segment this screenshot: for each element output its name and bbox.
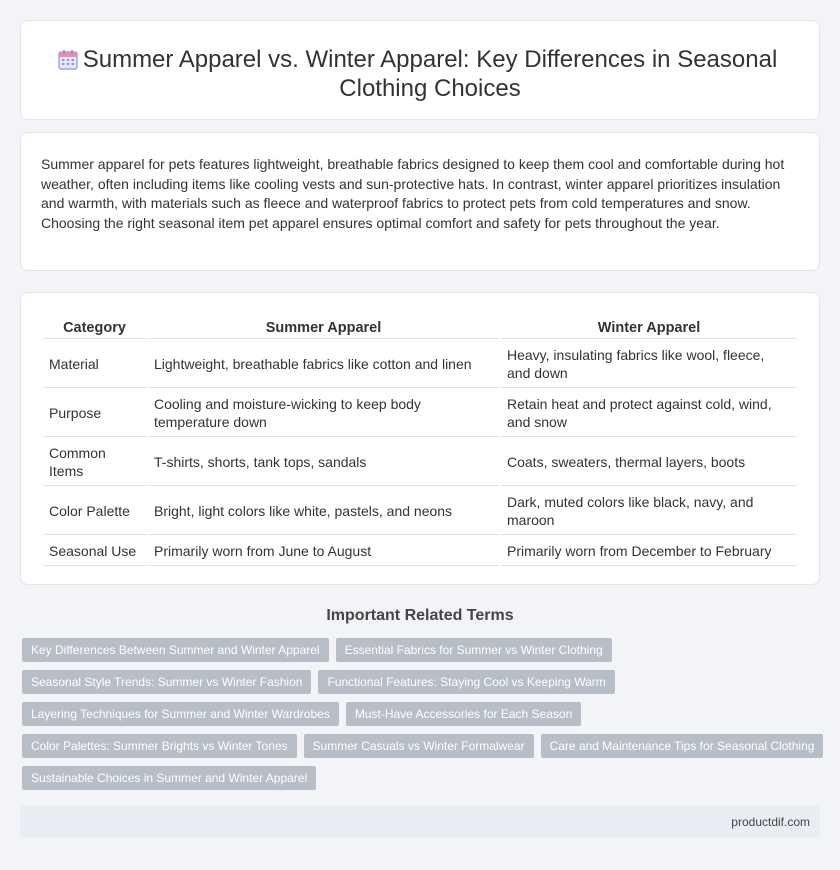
cell-category: Color Palette [43, 488, 146, 535]
cell-category: Common Items [43, 439, 146, 486]
tag-row [22, 670, 822, 694]
cell-summer: Cooling and moisture-wicking to keep body temperature down [148, 390, 499, 437]
cell-category: Material [43, 341, 146, 388]
related-term-tag[interactable]: Seasonal Style Trends: Summer vs Winter Fashion [22, 670, 311, 694]
related-term-tag[interactable]: Summer Casuals vs Winter Formalwear [304, 734, 534, 758]
tag-row [22, 638, 822, 662]
header-winter-apparel: Winter Apparel [501, 315, 797, 339]
cell-winter: Retain heat and protect against cold, wind, and snow [501, 390, 797, 437]
table-row [43, 390, 797, 437]
related-term-tag[interactable]: Key Differences Between Summer and Winter Apparel [22, 638, 329, 662]
cell-winter: Heavy, insulating fabrics like wool, fleece, and down [501, 341, 797, 388]
cell-winter: Coats, sweaters, thermal layers, boots [501, 439, 797, 486]
footer-bar [20, 806, 820, 838]
table-row [43, 537, 797, 566]
cell-summer: Lightweight, breathable fabrics like cotton and linen [148, 341, 499, 388]
cell-summer: T-shirts, shorts, tank tops, sandals [148, 439, 499, 486]
cell-summer: Primarily worn from June to August [148, 537, 499, 566]
related-term-tag[interactable]: Layering Techniques for Summer and Winter Wardrobes [22, 702, 339, 726]
related-term-tag[interactable]: Color Palettes: Summer Brights vs Winter Tones [22, 734, 297, 758]
cell-winter: Dark, muted colors like black, navy, and maroon [501, 488, 797, 535]
related-term-tag[interactable]: Must-Have Accessories for Each Season [346, 702, 581, 726]
cell-winter: Primarily worn from December to February [501, 537, 797, 566]
table-header-row [43, 315, 797, 339]
tag-row [22, 766, 822, 790]
intro-card [20, 132, 820, 271]
intro-paragraph: Summer apparel for pets features lightweight, breathable fabrics designed to keep them cool and comfortable during hot weather, often including items like cooling vests and sun-protective hats. In contrast, winter apparel prioritizes insulation and warmth, with materials such as fleece and waterproof fabrics to protect pets from cold temperatures and snow. Choosing the right seasonal item pet apparel ensures optimal comfort and safety for pets throughout the year. [41, 156, 785, 231]
cell-summer: Bright, light colors like white, pastels, and neons [148, 488, 499, 535]
table-row [43, 341, 797, 388]
header-card [20, 20, 820, 120]
header-summer-apparel: Summer Apparel [148, 315, 499, 339]
related-term-tag[interactable]: Care and Maintenance Tips for Seasonal Clothing [541, 734, 824, 758]
related-term-tag[interactable]: Sustainable Choices in Summer and Winter Apparel [22, 766, 316, 790]
tag-row [22, 734, 822, 758]
tag-row [22, 702, 822, 726]
footer-site-name: productdif.com [731, 815, 810, 829]
cell-category: Purpose [43, 390, 146, 437]
related-term-tag[interactable]: Essential Fabrics for Summer vs Winter Clothing [336, 638, 612, 662]
cell-category: Seasonal Use [43, 537, 146, 566]
related-terms-heading: Important Related Terms [326, 607, 514, 624]
table-row [43, 439, 797, 486]
related-terms-list [22, 638, 822, 798]
table-row [43, 488, 797, 535]
related-term-tag[interactable]: Functional Features: Staying Cool vs Keeping Warm [318, 670, 614, 694]
comparison-table [41, 313, 799, 568]
comparison-table-card [20, 292, 820, 585]
header-category: Category [43, 315, 146, 339]
page-title: Summer Apparel vs. Winter Apparel: Key Differences in Seasonal Clothing Choices [82, 46, 778, 102]
